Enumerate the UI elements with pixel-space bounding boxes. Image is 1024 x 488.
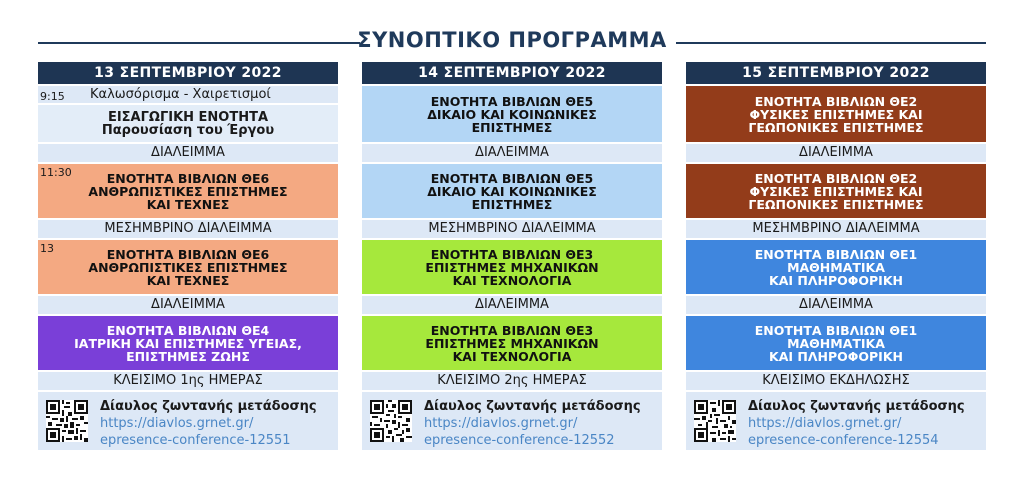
stream-link-path[interactable]: epresence-conference-12552 xyxy=(424,433,615,448)
lunch-break-row: ΜΕΣΗΜΒΡΙΝΟ ΔΙΑΛΕΙΜΜΑ xyxy=(38,220,338,238)
intro-session xyxy=(38,105,338,142)
session-line: ΕΠΙΣΤΗΜΕΣ ΜΗΧΑΝΙΚΩΝ xyxy=(425,259,599,275)
session-line: ΕΠΙΣΤΗΜΕΣ ΖΩΗΣ xyxy=(126,348,250,364)
session-line: ΔΙΚΑΙΟ ΚΑΙ ΚΟΙΝΩΝΙΚΕΣ xyxy=(427,183,597,199)
break-row: ΔΙΑΛΕΙΜΜΑ xyxy=(362,144,662,162)
session-line: ΜΑΘΗΜΑΤΙΚΑ xyxy=(787,259,885,275)
session-block xyxy=(38,164,338,218)
stream-box xyxy=(38,392,338,450)
session-subtitle: Παρουσίαση του Έργου xyxy=(101,122,275,138)
session-line: ΚΑΙ ΤΕΧΝΕΣ xyxy=(146,272,230,288)
qr-code-icon[interactable] xyxy=(694,400,736,442)
closing-row: ΚΛΕΙΣΙΜΟ 2ης ΗΜΕΡΑΣ xyxy=(362,372,662,390)
session-line: ΕΝΟΤΗΤΑ ΒΙΒΛΙΩΝ ΘΕ3 xyxy=(430,322,594,338)
session-line: ΓΕΩΠΟΝΙΚΕΣ ΕΠΙΣΤΗΜΕΣ xyxy=(748,196,924,212)
time-label: 9:15 xyxy=(40,90,65,103)
session-block xyxy=(362,240,662,294)
session-line: ΚΑΙ ΠΛΗΡΟΦΟΡΙΚΗ xyxy=(769,348,903,364)
closing-row: ΚΛΕΙΣΙΜΟ ΕΚΔΗΛΩΣΗΣ xyxy=(686,372,986,390)
title-divider-right xyxy=(676,42,986,44)
session-line: ΙΑΤΡΙΚΗ ΚΑΙ ΕΠΙΣΤΗΜΕΣ ΥΓΕΙΑΣ, xyxy=(74,335,302,351)
welcome-row xyxy=(38,86,338,103)
break-row: ΔΙΑΛΕΙΜΜΑ xyxy=(686,144,986,162)
session-line: ΕΝΟΤΗΤΑ ΒΙΒΛΙΩΝ ΘΕ2 xyxy=(754,170,918,186)
session-block xyxy=(686,86,986,142)
stream-text xyxy=(424,398,641,449)
day-header: 14 ΣΕΠΤΕΜΒΡΙΟΥ 2022 xyxy=(362,62,662,84)
stream-box xyxy=(362,392,662,450)
session-line: ΕΝΟΤΗΤΑ ΒΙΒΛΙΩΝ ΘΕ5 xyxy=(430,93,594,109)
session-line: ΚΑΙ ΤΕΧΝΕΣ xyxy=(146,196,230,212)
session-block xyxy=(362,86,662,142)
lunch-break-row: ΜΕΣΗΜΒΡΙΝΟ ΔΙΑΛΕΙΜΜΑ xyxy=(362,220,662,238)
qr-code-icon[interactable] xyxy=(370,400,412,442)
qr-code-icon[interactable] xyxy=(46,400,88,442)
session-line: ΑΝΘΡΩΠΙΣΤΙΚΕΣ ΕΠΙΣΤΗΜΕΣ xyxy=(88,183,288,199)
session-block xyxy=(38,316,338,370)
session-block xyxy=(38,240,338,294)
session-line: ΓΕΩΠΟΝΙΚΕΣ ΕΠΙΣΤΗΜΕΣ xyxy=(748,119,924,135)
closing-row: ΚΛΕΙΣΙΜΟ 1ης ΗΜΕΡΑΣ xyxy=(38,372,338,390)
session-line: ΜΑΘΗΜΑΤΙΚΑ xyxy=(787,335,885,351)
session-line: ΕΝΟΤΗΤΑ ΒΙΒΛΙΩΝ ΘΕ6 xyxy=(106,170,270,186)
session-block xyxy=(362,316,662,370)
break-row: ΔΙΑΛΕΙΜΜΑ xyxy=(686,296,986,314)
session-line: ΕΝΟΤΗΤΑ ΒΙΒΛΙΩΝ ΘΕ2 xyxy=(754,93,918,109)
time-label: 13 xyxy=(40,242,54,255)
session-line: ΚΑΙ ΤΕΧΝΟΛΟΓΙΑ xyxy=(452,348,572,364)
stream-title: Δίαυλος ζωντανής μετάδοσης xyxy=(100,399,317,414)
session-block xyxy=(686,316,986,370)
session-line: ΕΠΙΣΤΗΜΕΣ ΜΗΧΑΝΙΚΩΝ xyxy=(425,335,599,351)
stream-title: Δίαυλος ζωντανής μετάδοσης xyxy=(748,399,965,414)
session-line: ΕΠΙΣΤΗΜΕΣ xyxy=(471,196,553,212)
session-block xyxy=(686,164,986,218)
session-line: ΕΝΟΤΗΤΑ ΒΙΒΛΙΩΝ ΘΕ3 xyxy=(430,246,594,262)
session-line: ΕΝΟΤΗΤΑ ΒΙΒΛΙΩΝ ΘΕ6 xyxy=(106,246,270,262)
session-line: ΔΙΚΑΙΟ ΚΑΙ ΚΟΙΝΩΝΙΚΕΣ xyxy=(427,106,597,122)
stream-link[interactable]: https://diavlos.grnet.gr/ xyxy=(424,416,578,431)
stream-text xyxy=(748,398,965,449)
session-line: ΦΥΣΙΚΕΣ ΕΠΙΣΤΗΜΕΣ ΚΑΙ xyxy=(749,106,923,122)
day-header: 15 ΣΕΠΤΕΜΒΡΙΟΥ 2022 xyxy=(686,62,986,84)
stream-link[interactable]: https://diavlos.grnet.gr/ xyxy=(748,416,902,431)
stream-title: Δίαυλος ζωντανής μετάδοσης xyxy=(424,399,641,414)
session-line: ΕΝΟΤΗΤΑ ΒΙΒΛΙΩΝ ΘΕ1 xyxy=(754,246,918,262)
session-line: ΚΑΙ ΠΛΗΡΟΦΟΡΙΚΗ xyxy=(769,272,903,288)
session-block xyxy=(362,164,662,218)
session-line: ΕΝΟΤΗΤΑ ΒΙΒΛΙΩΝ ΘΕ1 xyxy=(754,322,918,338)
session-title: ΕΙΣΑΓΩΓΙΚΗ ΕΝΟΤΗΤΑ xyxy=(107,109,269,125)
session-line: ΕΝΟΤΗΤΑ ΒΙΒΛΙΩΝ ΘΕ5 xyxy=(430,170,594,186)
stream-link[interactable]: https://diavlos.grnet.gr/ xyxy=(100,416,254,431)
stream-link-path[interactable]: epresence-conference-12554 xyxy=(748,433,939,448)
session-block xyxy=(686,240,986,294)
welcome-text: Καλωσόρισμα - Χαιρετισμοί xyxy=(90,87,271,102)
stream-box xyxy=(686,392,986,450)
day-column-3 xyxy=(686,62,986,450)
break-row: ΔΙΑΛΕΙΜΜΑ xyxy=(362,296,662,314)
day-column-1 xyxy=(38,62,338,450)
session-line: ΕΠΙΣΤΗΜΕΣ xyxy=(471,119,553,135)
session-line: ΑΝΘΡΩΠΙΣΤΙΚΕΣ ΕΠΙΣΤΗΜΕΣ xyxy=(88,259,288,275)
lunch-break-row: ΜΕΣΗΜΒΡΙΝΟ ΔΙΑΛΕΙΜΜΑ xyxy=(686,220,986,238)
break-row: ΔΙΑΛΕΙΜΜΑ xyxy=(38,144,338,162)
break-row: ΔΙΑΛΕΙΜΜΑ xyxy=(38,296,338,314)
page-title-bar xyxy=(38,28,986,58)
session-line: ΚΑΙ ΤΕΧΝΟΛΟΓΙΑ xyxy=(452,272,572,288)
day-header: 13 ΣΕΠΤΕΜΒΡΙΟΥ 2022 xyxy=(38,62,338,84)
page-title: ΣΥΝΟΠΤΙΚΟ ΠΡΟΓΡΑΜΜΑ xyxy=(357,28,667,52)
time-label: 11:30 xyxy=(40,166,72,179)
stream-link-path[interactable]: epresence-conference-12551 xyxy=(100,433,291,448)
session-line: ΕΝΟΤΗΤΑ ΒΙΒΛΙΩΝ ΘΕ4 xyxy=(106,322,270,338)
day-column-2 xyxy=(362,62,662,450)
session-line: ΦΥΣΙΚΕΣ ΕΠΙΣΤΗΜΕΣ ΚΑΙ xyxy=(749,183,923,199)
stream-text xyxy=(100,398,317,449)
